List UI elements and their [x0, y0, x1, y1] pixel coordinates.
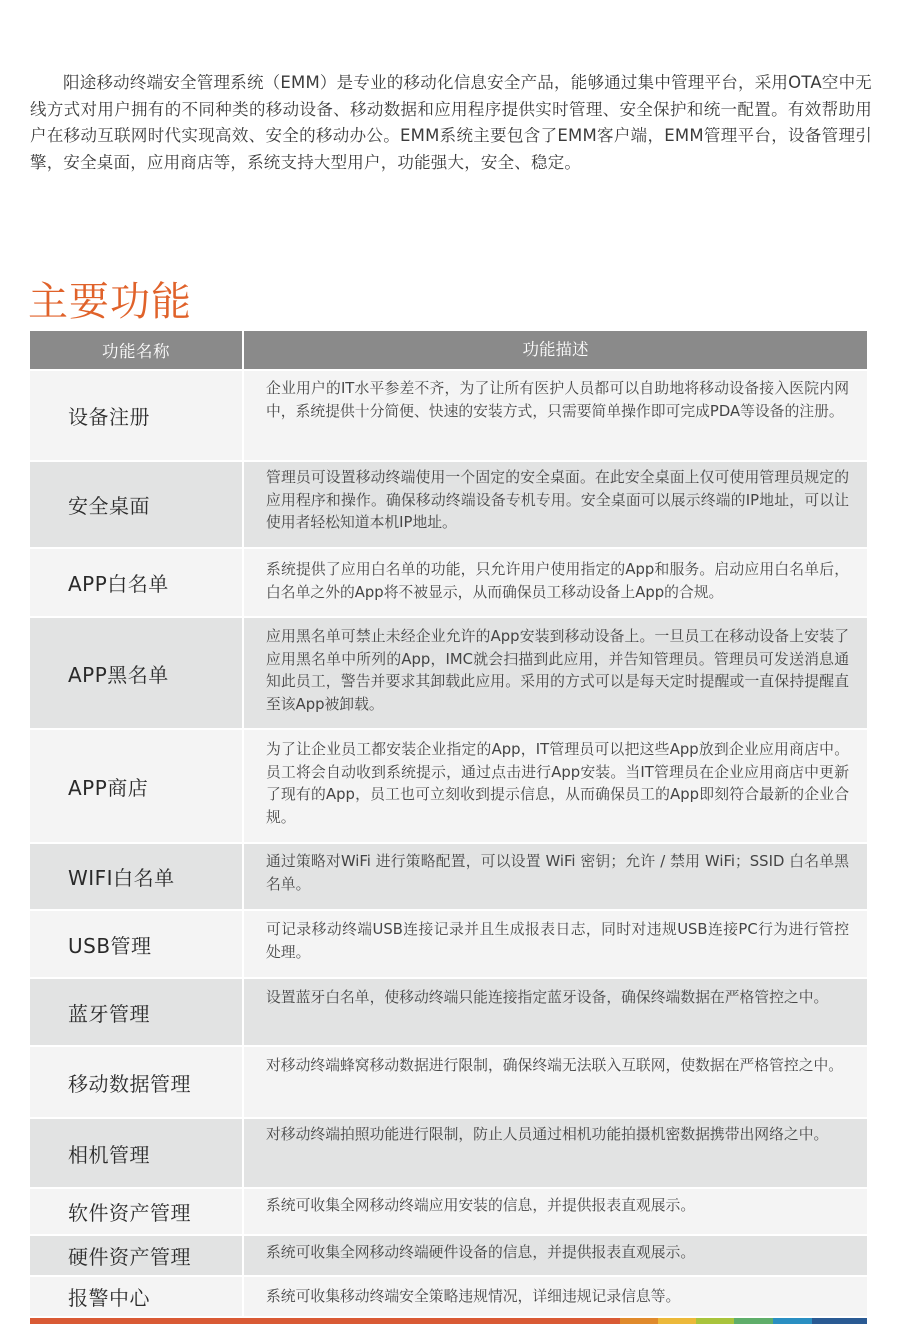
- table-row: [30, 549, 867, 616]
- feature-name: 蓝牙管理: [30, 979, 242, 1045]
- table-row: [30, 730, 867, 842]
- intro-paragraph: 阳途移动终端安全管理系统（EMM）是专业的移动化信息安全产品，能够通过集中管理平台，采用OTA空中无线方式对用户拥有的不同种类的移动设备、移动数据和应用程序提供实时管理、安全保护和统一配置。有效帮助用户在移动互联网时代实现高效、安全的移动办公。EMM系统主要包含了EMM客户端，EMM管理平台，设备管理引擎，安全桌面，应用商店等，系统支持大型用户，功能强大，安全、稳定。: [30, 73, 872, 172]
- feature-name: APP白名单: [30, 549, 242, 616]
- stripe-segment: [30, 1318, 620, 1324]
- feature-name: 移动数据管理: [30, 1047, 242, 1117]
- table-row: [30, 844, 867, 909]
- table-header: [30, 331, 867, 369]
- feature-name: 设备注册: [30, 371, 242, 460]
- stripe-segment: [620, 1318, 658, 1324]
- feature-desc: 为了让企业员工都安装企业指定的App，IT管理员可以把这些App放到企业应用商店中。员工将会自动收到系统提示，通过点击进行App安装。当IT管理员在企业应用商店中更新了现有的App，员工也可立刻收到提示信息，从而确保员工的App即刻符合最新的企业合规。: [244, 730, 867, 842]
- header-desc: 功能描述: [244, 331, 867, 369]
- feature-desc: 对移动终端蜂窝移动数据进行限制，确保终端无法联入互联网，使数据在严格管控之中。: [244, 1047, 867, 1117]
- feature-desc: 系统可收集全网移动终端硬件设备的信息，并提供报表直观展示。: [244, 1236, 867, 1275]
- table-row: [30, 371, 867, 460]
- feature-name: 报警中心: [30, 1277, 242, 1316]
- stripe-segment: [773, 1318, 812, 1324]
- table-row: [30, 1119, 867, 1187]
- table-row: [30, 1277, 867, 1316]
- feature-name: WIFI白名单: [30, 844, 242, 909]
- feature-name: APP黑名单: [30, 618, 242, 728]
- feature-desc: 应用黑名单可禁止未经企业允许的App安装到移动设备上。一旦员工在移动设备上安装了应用黑名单中所列的App，IMC就会扫描到此应用，并告知管理员。管理员可发送消息通知此员工，警告并要求其卸载此应用。采用的方式可以是每天定时提醒或一直保持提醒直至该App被卸载。: [244, 618, 867, 728]
- stripe-segment: [658, 1318, 696, 1324]
- section-title: 主要功能: [28, 279, 192, 325]
- table-row: [30, 1047, 867, 1117]
- feature-name: 相机管理: [30, 1119, 242, 1187]
- feature-desc: 可记录移动终端USB连接记录并且生成报表日志，同时对违规USB连接PC行为进行管控处理。: [244, 911, 867, 977]
- feature-name: 硬件资产管理: [30, 1236, 242, 1275]
- table-row: [30, 462, 867, 547]
- feature-name: 软件资产管理: [30, 1189, 242, 1234]
- feature-desc: 企业用户的IT水平参差不齐，为了让所有医护人员都可以自助地将移动设备接入医院内网中，系统提供十分简便、快速的安装方式，只需要简单操作即可完成PDA等设备的注册。: [244, 371, 867, 460]
- table-row: [30, 1189, 867, 1234]
- feature-desc: 系统可收集全网移动终端应用安装的信息，并提供报表直观展示。: [244, 1189, 867, 1234]
- table-row: [30, 911, 867, 977]
- stripe-segment: [812, 1318, 867, 1324]
- feature-desc: 设置蓝牙白名单，使移动终端只能连接指定蓝牙设备，确保终端数据在严格管控之中。: [244, 979, 867, 1045]
- feature-desc: 管理员可设置移动终端使用一个固定的安全桌面。在此安全桌面上仅可使用管理员规定的应用程序和操作。确保移动终端设备专机专用。安全桌面可以展示终端的IP地址，可以让使用者轻松知道本机IP地址。: [244, 462, 867, 547]
- stripe-segment: [696, 1318, 734, 1324]
- stripe-segment: [734, 1318, 773, 1324]
- feature-desc: 对移动终端拍照功能进行限制，防止人员通过相机功能拍摄机密数据携带出网络之中。: [244, 1119, 867, 1187]
- feature-desc: 通过策略对WiFi 进行策略配置，可以设置 WiFi 密钥；允许 / 禁用 WiFi；SSID 白名单黑名单。: [244, 844, 867, 909]
- feature-desc: 系统可收集移动终端安全策略违规情况，详细违规记录信息等。: [244, 1277, 867, 1316]
- table-row: [30, 618, 867, 728]
- feature-name: USB管理: [30, 911, 242, 977]
- footer-color-stripe: [30, 1318, 867, 1324]
- feature-table: [30, 331, 867, 1318]
- header-name: 功能名称: [30, 331, 242, 369]
- table-row: [30, 1236, 867, 1275]
- table-row: [30, 979, 867, 1045]
- feature-name: 安全桌面: [30, 462, 242, 547]
- feature-name: APP商店: [30, 730, 242, 842]
- feature-desc: 系统提供了应用白名单的功能，只允许用户使用指定的App和服务。启动应用白名单后，白名单之外的App将不被显示，从而确保员工移动设备上App的合规。: [244, 549, 867, 616]
